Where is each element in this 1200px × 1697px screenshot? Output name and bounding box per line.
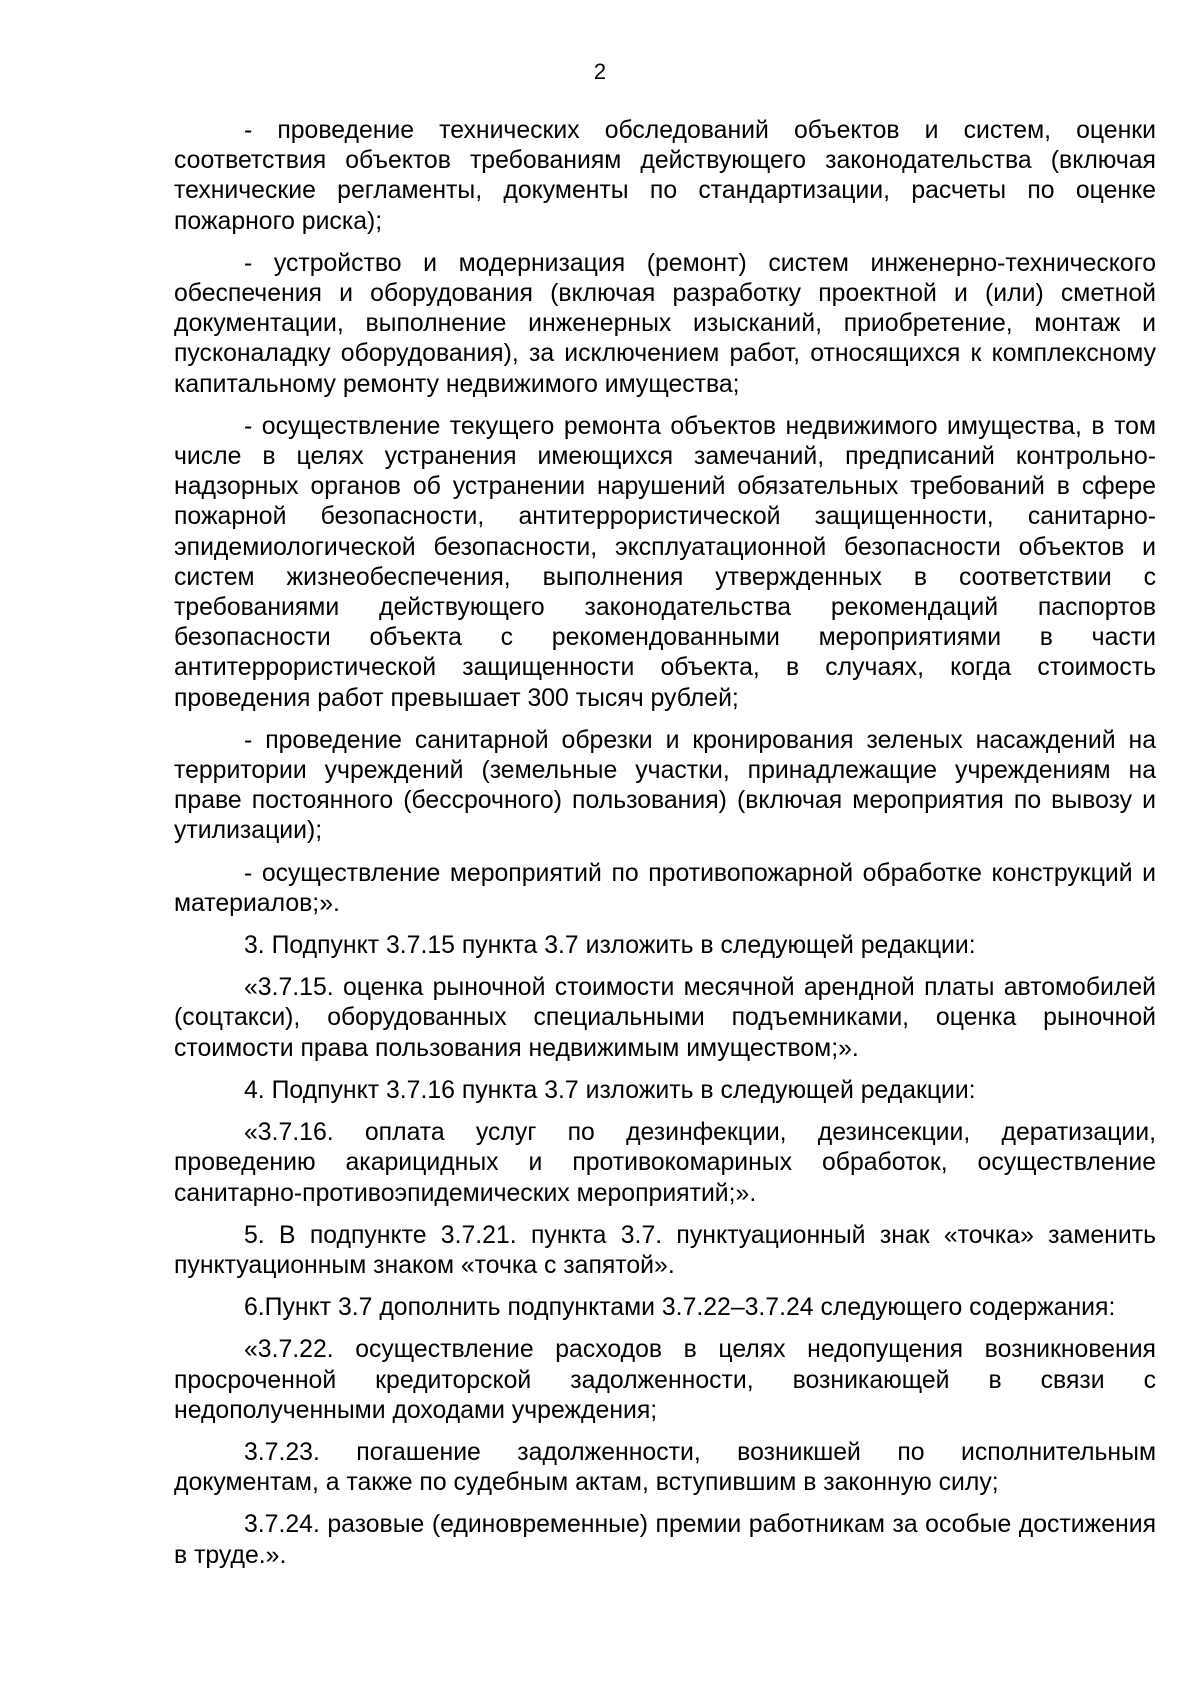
paragraph-item-5: 5. В подпункте 3.7.21. пункта 3.7. пунктуационный знак «точка» заменить пунктуационным знаком «точка с запятой». bbox=[174, 1221, 1156, 1279]
paragraph-subclause-3-7-16: «3.7.16. оплата услуг по дезинфекции, дезинсекции, дератизации, проведению акарицидных и противокомариных обработок, осуществление санитарно-противоэпидемических мероприятий;». bbox=[174, 1119, 1156, 1207]
paragraph-subclause-3-7-22: «3.7.22. осуществление расходов в целях недопущения возникновения просроченной кредиторской задолженности, возникающей в связи с недополученными доходами учреждения; bbox=[174, 1336, 1156, 1424]
paragraph-fire-protection: - осуществление мероприятий по противопожарной обработке конструкций и материалов;». bbox=[174, 859, 1156, 917]
paragraph-item-3: 3. Подпункт 3.7.15 пункта 3.7 изложить в следующей редакции: bbox=[244, 932, 976, 960]
page-number: 2 bbox=[593, 59, 607, 84]
paragraph-subclause-3-7-23: 3.7.23. погашение задолженности, возникшей по исполнительным документам, а также по судебным актам, вступившим в законную силу; bbox=[174, 1438, 1156, 1497]
paragraph-item-4: 4. Подпункт 3.7.16 пункта 3.7 изложить в следующей редакции: bbox=[244, 1076, 976, 1104]
paragraph-item-6: 6.Пункт 3.7 дополнить подпунктами 3.7.22–3.7.24 следующего содержания: bbox=[244, 1294, 1116, 1322]
paragraph-technical-inspections: - проведение технических обследований объектов и систем, оценки соответствия объектов требованиям действующего законодательства (включая технические регламенты, документы по стандартизации, расчеты по оценке пожарного риска); bbox=[174, 117, 1156, 235]
paragraph-engineering-systems: - устройство и модернизация (ремонт) систем инженерно-технического обеспечения и оборудования (включая разработку проектной и (или) сметной документации, выполнение инженерных изысканий, приобретение, монтаж и пусконаладку оборудования), за исключением работ, относящихся к комплексному капитальному ремонту недвижимого имущества; bbox=[174, 249, 1156, 398]
paragraph-subclause-3-7-15: «3.7.15. оценка рыночной стоимости месячной арендной платы автомобилей (соцтакси), оборудованных специальными подъемниками, оценка рыночной стоимости права пользования недвижимым имуществом;». bbox=[174, 974, 1156, 1062]
paragraph-tree-pruning: - проведение санитарной обрезки и кронирования зеленых насаждений на территории учреждений (земельные участки, принадлежащие учреждениям на праве постоянного (бессрочного) пользования) (включая мероприятия по вывозу и утилизации); bbox=[174, 726, 1156, 845]
document-body bbox=[174, 116, 1156, 1583]
paragraph-subclause-3-7-24: 3.7.24. разовые (единовременные) премии работникам за особые достижения в труде.». bbox=[174, 1511, 1156, 1569]
paragraph-current-repair: - осуществление текущего ремонта объектов недвижимого имущества, в том числе в целях устранения имеющихся замечаний, предписаний контрольно-надзорных органов об устранении нарушений обязательных требований в сфере пожарной безопасности, антитеррористической защищенности, санитарно-эпидемиологической безопасности, эксплуатационной безопасности объектов и систем жизнеобеспечения, выполнения утвержденных в соответствии с требованиями действующего законодательства рекомендаций паспортов безопасности объекта с рекомендованными мероприятиями в части антитеррористической защищенности объекта, в случаях, когда стоимость проведения работ превышает 300 тысяч рублей; bbox=[174, 412, 1156, 712]
